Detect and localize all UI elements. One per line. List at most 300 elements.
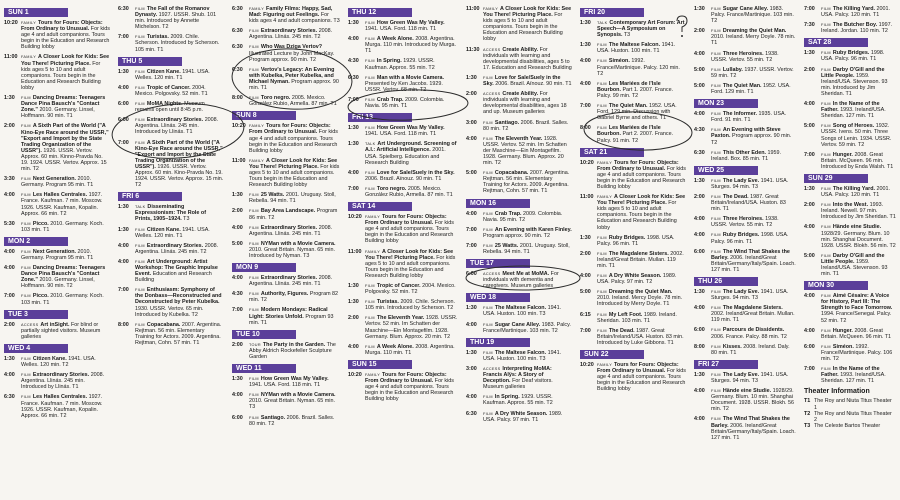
event-info: 1959. Ireland. Box. 85 min. T1 [711, 149, 781, 162]
event-title: A Closer Look for Kids: See You There! Picturing Place. [21, 54, 110, 67]
event-info: 1928/29. Germany. Blum. 10 min. Shanghai Document. 1928. USSR. Blokh. 56 min. T2 [711, 388, 794, 413]
event-title: Who Was Dziga Vertov? [260, 44, 323, 51]
event-info: 2002. Ireland/Great Britain. Mullan. 119 min. T1 [711, 311, 795, 324]
event-listing [348, 141, 458, 165]
event-info: 1992. France/Martinique. Palcy. 106 min. T2 [821, 343, 893, 363]
event-details [135, 322, 224, 346]
event-category: FILM [249, 29, 259, 34]
day-header: SAT 21 [580, 148, 644, 157]
event-title: Create Ability. [502, 46, 539, 53]
event-time: 4:30 [348, 58, 359, 65]
event-time: 1:30 [804, 50, 815, 57]
event-title: Tours for Fours: Objects: From Ordinary to Unusual. [365, 371, 447, 385]
theater-information [804, 388, 896, 428]
event-details [21, 20, 110, 50]
event-category: FILM [821, 67, 831, 72]
event-info: 1938. USSR. Vertov. 55 min. T2 [711, 50, 779, 63]
event-info: T3 [183, 216, 190, 223]
event-info: 2001. USA. Palcy. 120 min. T1 [821, 185, 890, 199]
event-time: 8:00 [694, 343, 705, 350]
event-title: Hunger. [832, 327, 853, 334]
event-time: 4:00 [580, 273, 591, 280]
day-header: SUN 15 [348, 360, 412, 369]
event-details [21, 372, 110, 390]
event-info: 2008. Great Britain. McQueen. 96 min. Introduced by Enda Walsh. T1 [821, 151, 894, 170]
event-listing [694, 28, 796, 46]
event-time: 1:30 [694, 371, 705, 378]
event-info: For kids ages 4 and adult companions. T3 [249, 12, 340, 25]
event-category: FAMILY [597, 160, 613, 165]
event-listing [4, 356, 110, 368]
event-listing [694, 111, 796, 123]
event-details [365, 315, 458, 339]
event-listing [694, 327, 796, 339]
event-listing [232, 225, 340, 237]
event-category: FILM [711, 249, 721, 254]
day-header: SAT 14 [348, 202, 412, 211]
event-info: 2010. Germany. Linsel, Hoffmann. 90 min. T2 [21, 277, 95, 290]
event-listing [694, 416, 796, 440]
event-time: 1:30 [580, 234, 591, 241]
event-time: 2:00 [232, 341, 243, 348]
event-title: Interpreting MoMA: Francis Alÿs: A Story of Deception. [483, 365, 552, 385]
event-time: 4:00 [118, 84, 129, 91]
event-time: 2:00 [580, 250, 591, 257]
event-details [365, 214, 458, 244]
event-title: Ruby Bridges. [832, 50, 870, 57]
event-title: In Spring. [494, 394, 520, 401]
event-details [711, 344, 796, 356]
event-listing [348, 299, 458, 311]
event-category: FILM [597, 43, 607, 48]
theater-name: The Roy and Niuta Titus Theater 2 [813, 410, 892, 423]
event-info: 2001. Uruguay. Stoll, Rebella. 94 min. T1 [249, 192, 336, 205]
theater-code: T1 [804, 398, 811, 405]
event-category: FILM [821, 186, 831, 191]
event-category: FILM [711, 7, 721, 11]
event-category: FILM [249, 209, 259, 214]
event-category: FILM [483, 211, 493, 216]
day-header: MON 30 [804, 281, 868, 290]
event-time: 4:00 [232, 224, 243, 231]
event-category: FAMILY [21, 55, 37, 60]
event-info: 2002. Ireland/Great Britain. Mullan. 119 min. T1 [597, 250, 684, 269]
event-info: 1941. USA. Ford. 118 min. T1 [249, 382, 321, 389]
event-category: FAMILY [597, 195, 613, 200]
event-category: FILM [249, 377, 259, 382]
event-category: FILM [597, 235, 607, 240]
event-time: 2:00 [4, 123, 15, 130]
event-listing [694, 150, 796, 162]
event-listing [118, 227, 224, 239]
event-title: Dancing Dreams: Teenagers Dance Pina Bausch's "Contact Zone." [21, 95, 106, 114]
event-title: The Quiet Man. [722, 82, 762, 89]
event-listing [348, 20, 458, 32]
event-listing [348, 170, 458, 182]
event-listing [804, 293, 896, 323]
event-time: 6:00 [804, 343, 815, 350]
event-category: FILM [21, 124, 31, 129]
event-category: FILM [711, 217, 721, 222]
event-title: Santiago. [494, 119, 520, 126]
event-time: 4:00 [348, 169, 359, 176]
event-listing [232, 275, 340, 287]
day-header: SUN 8 [232, 111, 296, 120]
event-info: 1928. USSR. Vertov. 52 min. Im Schatten der Maschine—Ein Montagefilm. 1928. Germany. Blum. Approx. 20 min. T2 [365, 315, 458, 340]
event-time: 4:00 [694, 50, 705, 57]
event-listing [804, 50, 896, 62]
event-category: FILM [483, 171, 493, 176]
event-details [711, 67, 796, 79]
event-listing [694, 344, 796, 356]
event-info: 1997. Ireland. Jordan. 110 min. T2 [821, 22, 893, 35]
event-category: FILM [597, 328, 607, 333]
event-title: Turistas. [146, 34, 169, 41]
event-time: 11:00 [466, 6, 480, 12]
event-details [365, 283, 458, 295]
event-title: A Week Alone. [376, 36, 414, 43]
event-listing [118, 322, 224, 346]
event-details [365, 125, 458, 137]
event-details [821, 344, 896, 362]
event-details [365, 344, 458, 356]
event-details [21, 54, 110, 91]
theater-row [804, 398, 896, 410]
event-details [483, 305, 572, 317]
event-info: 2004. Mexico. Polgovsky. 52 min. T2 [365, 283, 456, 296]
event-category: FAMILY [365, 372, 381, 377]
event-title: Les Mariées de l'Isle Bourbon. [597, 80, 661, 93]
event-info: For kids age 4 and adult companions. Tours begin in the Education and Research Building lobby [21, 26, 110, 51]
event-info: 1941. USA. Sturges. 94 min. T3 [711, 177, 789, 190]
event-details [597, 251, 686, 269]
event-time: 4:00 [4, 248, 15, 255]
event-listing [580, 20, 686, 38]
event-category: FILM [135, 227, 145, 232]
event-info: 1926. USSR. Vertov. Approx. 60 min. Kinno-Pravda No. 19. 1924. USSR. Vertov. Approx. 15 min. T2 [21, 147, 107, 173]
event-info: 2010. Germany. Linsel, Hoffmann. 90 min. T1 [21, 107, 95, 120]
event-category: FILM [821, 203, 831, 208]
event-info: Program approx. 90 min. T2 [711, 133, 792, 146]
event-info: 2010. Germany. Koch. 103 min. T1 [21, 220, 104, 233]
event-listing [466, 394, 572, 406]
event-category: FILM [597, 104, 607, 109]
event-title: Citizen Kane. [146, 226, 181, 233]
event-info: For individuals with learning and developmental disabilities, ages 18 and up. Museum galleries [483, 91, 567, 116]
event-title: 25 Watts. [494, 242, 519, 249]
event-time: 7:00 [4, 293, 15, 300]
event-listing [4, 322, 110, 340]
day-header: SUN 1 [4, 8, 68, 17]
event-category: FILM [483, 395, 493, 400]
event-title: The Wind That Shakes the Barley. [711, 416, 790, 429]
event-listing [118, 204, 224, 222]
event-time: 6:00 [118, 101, 129, 108]
event-time: 4:00 [694, 111, 705, 118]
event-info: 1937. USSR. Vertov. 59 min. T2 [711, 66, 794, 79]
event-time: 6:30 [232, 44, 243, 51]
event-details [249, 415, 340, 427]
event-time: 8:00 [580, 125, 591, 132]
event-time: 7:00 [804, 366, 815, 373]
event-title: How Green Was My Valley. [376, 20, 445, 26]
event-time: 6:30 [232, 6, 243, 12]
event-category: FILM [821, 367, 831, 372]
event-category: FAMILY [249, 158, 265, 163]
event-title: Art Underground. Screening of A.I.: Artificial Intelligence. [365, 141, 457, 154]
event-details [821, 152, 896, 170]
event-listing [580, 160, 686, 190]
event-info: 2008. Argentina. Murga. 110 min. Introduced by Murga. T1 [365, 36, 456, 55]
event-title: Toro negro. [260, 95, 291, 102]
event-info: 1926. USSR. Vertov. Approx. 60 min. Kino-Pravda No. 19. 1924. USSR. Vertov. Approx. 15 min. T2 [135, 163, 224, 189]
event-title: How Green Was My Valley. [260, 376, 329, 383]
event-details [821, 253, 896, 277]
event-info: 1941. USA. Welles. 120 min. T1 [135, 68, 210, 81]
event-time: 2:00 [694, 28, 705, 35]
event-category: FILM [483, 411, 493, 416]
event-time: 1:30 [466, 74, 477, 81]
event-info: 1938. USSR. Vertov. 55 min. T2 [711, 216, 779, 229]
event-details [597, 312, 686, 324]
event-info: Program 93 min. T1 [249, 313, 334, 326]
event-time: 4:00 [4, 372, 15, 379]
day-header: THU 5 [118, 57, 182, 66]
event-category: FILM [21, 373, 31, 378]
event-category: FILM [821, 294, 831, 299]
event-details [711, 372, 796, 384]
event-details [483, 322, 572, 334]
event-details [21, 356, 110, 368]
event-listing [348, 283, 458, 295]
event-info: 1993. Ireland/USA. Sheridan. 127 min. T1 [821, 372, 886, 385]
event-category: FILM [21, 356, 31, 361]
event-info: 2006. Ireland/Great Britain/Germany/Italy/Spain. Loach. 127 min. T1 [711, 422, 796, 441]
event-time: 4:00 [694, 216, 705, 223]
event-time: 4:00 [466, 135, 477, 142]
event-listing [4, 176, 110, 188]
event-title: The Butcher Boy. [832, 22, 878, 29]
event-details [249, 376, 340, 388]
event-listing [466, 366, 572, 390]
event-info: 2008. Argentina. Llinás. 245 min. T1 [249, 224, 333, 237]
event-details [711, 178, 796, 190]
event-details [249, 275, 340, 287]
event-time: 7:00 [804, 151, 815, 158]
event-info: 2008. Argentina. Llinás. 245 min. Introduced by Llinás. T1 [135, 117, 219, 136]
pen-circle-annotation [344, 86, 472, 124]
event-title: Santiago. [260, 414, 286, 421]
event-listing [4, 293, 110, 305]
event-time: 4:00 [232, 275, 243, 282]
event-title: Hände eine Studie. [832, 224, 882, 231]
event-info: 1941. USA. Welles. 120 min. T2 [21, 355, 96, 369]
event-info: 2008. Argentina. Llinás. 245 min. Introduced by Llinás. T1 [21, 372, 105, 391]
day-header: FRI 20 [580, 8, 644, 17]
event-listing [580, 194, 686, 231]
event-info: For kids ages 5 to 10 and adult companions. Tours begin in the Education and Research Building lobby [483, 12, 563, 43]
event-title: NYMan with a Movie Camera. [260, 240, 336, 247]
day-header: MON 16 [466, 199, 530, 208]
event-details [249, 192, 340, 204]
event-title: Les Halles Centrales. [32, 192, 88, 199]
event-time: 1:30 [694, 6, 705, 12]
event-time: 4:30 [694, 127, 705, 134]
event-time: 6:30 [232, 66, 243, 73]
event-category: FILM [821, 124, 831, 129]
event-details [21, 221, 110, 233]
event-title: Dancing Dreams: Teenagers Dance Pina Bausch's "Contact Zone." [21, 265, 106, 284]
event-title: Tours for Fours: Objects: From Ordinary to Unusual. [597, 362, 679, 375]
event-details [711, 249, 796, 273]
event-category: FILM [711, 29, 721, 34]
event-details [365, 58, 458, 70]
event-listing [804, 186, 896, 198]
event-details [483, 394, 572, 406]
event-listing [232, 192, 340, 204]
event-info: For kids ages 5 to 10 and adult companions. Tours begin in the Education and Research Building lobby [365, 254, 456, 279]
event-category: FILM [483, 120, 493, 125]
event-category: FILM [821, 225, 831, 230]
event-details [711, 111, 796, 123]
event-title: Into the West. [832, 202, 869, 209]
event-title: 25 Watts. [260, 192, 285, 199]
event-time: 1:30 [694, 289, 705, 295]
event-time: 5:00 [694, 66, 705, 73]
event-time: 7:00 [232, 307, 243, 314]
event-title: Siméon. [608, 58, 630, 65]
event-listing [232, 291, 340, 303]
event-listing [466, 120, 572, 132]
event-info: 1928/29. Germany. Blum. 10 min. Shanghai Document. 1928. USSR. Blokh. 56 min. T2 [821, 230, 896, 249]
event-category: FILM [821, 152, 831, 157]
event-category: FILM [711, 344, 721, 349]
event-category: FAMILY [483, 7, 499, 11]
event-title: An Evening with Steve Paxton. [711, 127, 781, 140]
event-title: Copacabana. [494, 170, 529, 177]
event-category: FILM [365, 126, 375, 131]
event-listing [694, 216, 796, 228]
event-title: How Green Was My Valley. [376, 125, 445, 132]
event-category: FILM [249, 67, 259, 72]
event-listing [118, 243, 224, 255]
event-listing [694, 67, 796, 79]
event-title: Aimé Césaire: A Voice for History, Part III: The Strength to Face Tomorrow. [821, 293, 893, 312]
event-info: 2009. Colombia. Navia. 95 min. T2 [483, 210, 563, 223]
event-details [249, 307, 340, 325]
event-details [21, 249, 110, 261]
event-info: 1983. Palcy. France/Martinique. 103 min. T2 [711, 6, 794, 25]
event-title: Man with a Movie Camera. [376, 74, 444, 81]
event-listing [804, 253, 896, 277]
event-time: 6:30 [4, 394, 15, 401]
event-category: FILM [21, 96, 31, 101]
event-listing [804, 344, 896, 362]
event-details [483, 170, 572, 194]
theater-information-heading: Theater Information [804, 388, 870, 396]
event-category: FAMILY [365, 215, 381, 220]
event-listing [232, 307, 340, 325]
event-info: 1959. Ireland/USA. Stevenson. 93 min. Introduced by Jim Sheridan. T1 [821, 72, 888, 97]
event-time: 10:20 [4, 20, 18, 26]
event-info: For individuals with dementia and caregivers. Museum galleries [483, 271, 559, 290]
event-listing [580, 42, 686, 54]
event-category: FILM [711, 306, 721, 311]
event-category: FILM [365, 344, 375, 349]
event-info: 1992. France/Martinique. Palcy. 120 min. T2 [597, 58, 680, 77]
event-listing [804, 123, 896, 147]
event-category: FAMILY [365, 249, 381, 254]
event-time: 7:00 [804, 6, 815, 12]
event-details [365, 20, 458, 32]
event-category: FILM [21, 294, 31, 299]
event-details [365, 249, 458, 279]
event-time: 2:00 [232, 208, 243, 215]
event-time: 2:00 [4, 321, 15, 328]
event-time: 1:30 [4, 95, 15, 102]
event-time: 1:30 [466, 349, 477, 356]
event-category: FILM [711, 83, 721, 88]
event-time: 1:30 [232, 192, 243, 199]
theater-name: The Celeste Bartos Theater [814, 422, 881, 429]
event-time: 3:00 [466, 365, 477, 372]
event-details [135, 243, 224, 255]
event-category: FILM [249, 96, 259, 101]
event-category: ACCESS [483, 47, 501, 52]
event-time: 1:30 [804, 185, 815, 192]
day-header: WED 4 [4, 344, 68, 353]
event-listing [348, 315, 458, 339]
event-listing [580, 289, 686, 307]
event-details [711, 127, 796, 145]
event-category: FILM [597, 59, 607, 64]
event-info: 1998. USA. Palcy. 96 min. T1 [711, 232, 789, 245]
day-header: FRI 6 [118, 192, 182, 201]
event-listing [694, 305, 796, 323]
event-listing [694, 249, 796, 273]
event-time: 4:00 [580, 80, 591, 87]
event-listing [118, 287, 224, 317]
day-header: TUE 3 [4, 310, 68, 319]
event-details [597, 160, 686, 190]
event-info: 1987. Great Britain/Ireland/USA. Huston. 83 min. T1 [711, 193, 786, 213]
event-title: The Party in the Garden. [262, 341, 326, 348]
event-category: FILM [365, 97, 375, 102]
event-listing [4, 20, 110, 50]
event-info: 2008. Argentina. Llinás. 245 min. T2 [249, 28, 333, 41]
event-details [483, 227, 572, 239]
event-category: FILM [483, 136, 493, 141]
event-listing [466, 6, 572, 43]
event-category: FILM [21, 266, 31, 271]
event-time: 6:00 [118, 117, 129, 124]
event-details [821, 366, 896, 384]
event-category: FILM [365, 316, 375, 321]
event-title: Siméon. [832, 343, 854, 350]
event-time: 7:30 [804, 22, 815, 29]
event-time: 1:30 [348, 141, 359, 148]
event-title: In the Name of the Father. [821, 366, 880, 379]
event-time: 5:00 [694, 82, 705, 89]
event-title: Hunger. [832, 151, 853, 158]
event-info: 2001. Uruguay. Stoll, Rebella. 94 min. T1 [483, 242, 570, 255]
event-info: 2008. Argentina. Llinás. 245 min. T2 [135, 242, 219, 255]
event-details [249, 123, 340, 153]
event-category: FILM [249, 225, 259, 230]
event-title: Next Generation. [32, 176, 76, 183]
event-info: 1927. France. Kaufman. 7 min. Moscow. 1926. USSR. Kaufman, Kopalin. Approx. 66 min. T2 [21, 394, 103, 419]
event-title: Tours for Fours: Objects: From Ordinary to Unusual. [249, 123, 331, 136]
